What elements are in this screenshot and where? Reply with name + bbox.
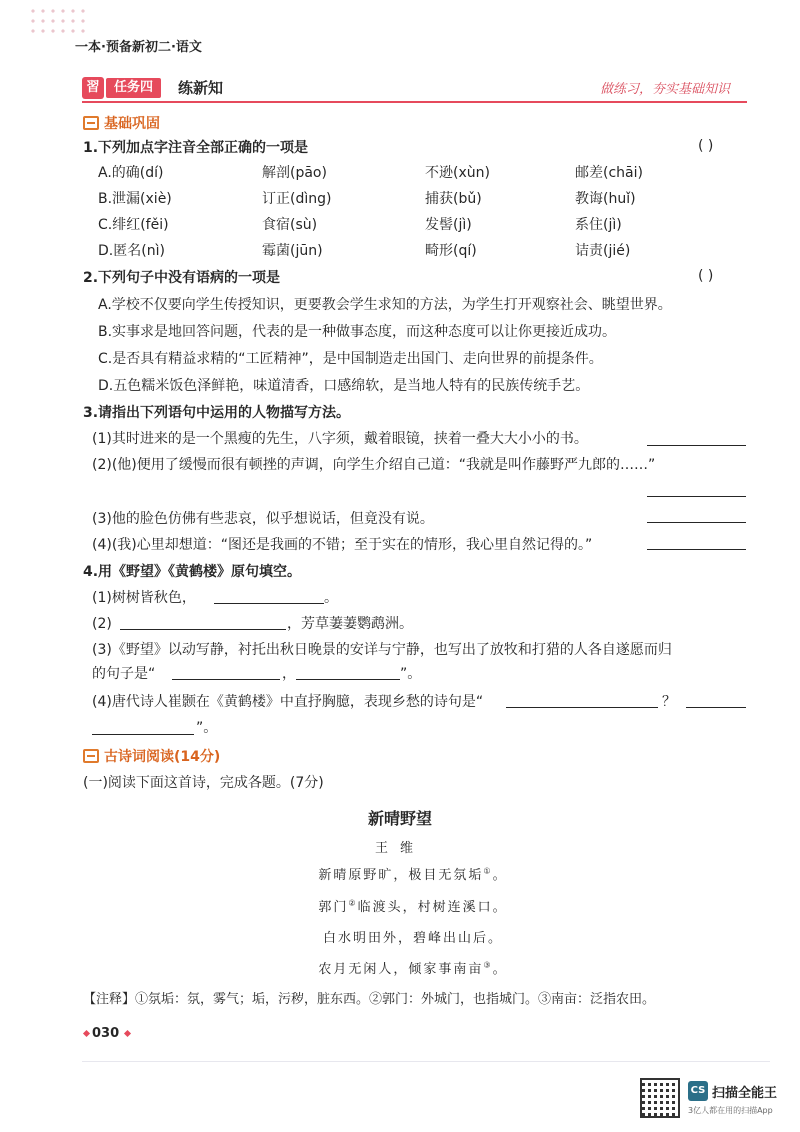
banner-divider	[82, 101, 747, 103]
footnote-marker: ①	[483, 866, 493, 876]
answer-blank-q3-1[interactable]	[647, 445, 746, 446]
answer-blank-q4-3b[interactable]	[296, 679, 400, 680]
section-box-icon	[83, 749, 99, 763]
poem-line-text: 郭门	[318, 900, 349, 915]
answer-blank-q4-4a[interactable]	[506, 707, 658, 708]
answer-paren-q2: ( )	[698, 268, 714, 284]
q4-item-1-end: 。	[324, 590, 338, 606]
q4-item-4-end: ”。	[196, 720, 218, 736]
section-box-icon	[83, 116, 99, 130]
answer-paren-q1: ( )	[698, 138, 714, 154]
answer-blank-q4-2[interactable]	[120, 629, 286, 630]
q4-item-4-question: ？	[662, 694, 676, 710]
corner-dots-decoration	[28, 6, 88, 36]
q4-item-4-text: (4)唐代诗人崔颢在《黄鹤楼》中直抒胸臆，表现乡愁的诗句是“	[92, 694, 484, 710]
page-diamond-right	[124, 1030, 131, 1037]
book-header: 一本·预备新初二·语文	[75, 40, 202, 55]
answer-blank-q4-1[interactable]	[214, 603, 324, 604]
answer-blank-q3-4[interactable]	[647, 549, 746, 550]
question-1-stem: 1.下列加点字注音全部正确的一项是	[83, 140, 309, 156]
poem-author: 王维	[374, 841, 425, 856]
q1-option: D.匿名(nì)	[98, 243, 165, 259]
poem-notes: 【注释】①氛垢：氛，雾气；垢，污秽，脏东西。②郭门：外城门，也指城门。③南亩：泛指农田。	[83, 992, 656, 1007]
poem-line-3	[0, 927, 800, 946]
q1-option: 诘责(jié)	[575, 243, 631, 259]
q1-option: 订正(dìng)	[262, 191, 332, 207]
q1-option: 解剖(pāo)	[262, 165, 327, 181]
poem-line-1	[0, 864, 800, 883]
poem-line-text: 新晴原野旷，极目无氛垢	[318, 868, 484, 883]
poem-line-4	[0, 958, 800, 977]
answer-blank-q4-3a[interactable]	[172, 679, 280, 680]
qr-code-icon[interactable]	[640, 1078, 680, 1118]
q3-item-3: (3)他的脸色仿佛有些悲哀，似乎想说话，但竟没有说。	[92, 511, 434, 527]
footnote-marker: ②	[348, 898, 358, 908]
q1-option: 教诲(huǐ)	[575, 191, 636, 207]
q2-option-d: D.五色糯米饭色泽鲜艳，味道清香，口感绵软，是当地人特有的民族传统手艺。	[98, 378, 590, 394]
q1-option: C.绯红(fěi)	[98, 217, 169, 233]
camscanner-tagline: 3亿人都在用的扫描App	[688, 1106, 773, 1115]
answer-blank-q3-3[interactable]	[647, 522, 746, 523]
q3-item-4: (4)(我)心里却想道：“图还是我画的不错；至于实在的情形，我心里自然记得的。”	[92, 537, 593, 553]
poem-line-text: 农月无闲人，倾家事南亩	[318, 962, 484, 977]
q4-item-3-lead: 的句子是“	[92, 666, 156, 682]
q4-item-3-comma: ，	[282, 666, 296, 682]
footer-divider	[82, 1061, 770, 1062]
q1-option: 不逊(xùn)	[425, 165, 490, 181]
poem-line-2	[0, 896, 800, 915]
camscanner-name: 扫描全能王	[712, 1086, 778, 1101]
q1-option: 系住(jì)	[575, 217, 622, 233]
question-2-stem: 2.下列句子中没有语病的一项是	[83, 270, 281, 286]
q4-item-3-text: (3)《野望》以动写静，衬托出秋日晚景的安详与宁静，也写出了放牧和打猎的人各自遂愿而归	[92, 642, 672, 658]
camscanner-logo: CS	[688, 1081, 708, 1101]
answer-blank-q3-2[interactable]	[647, 496, 746, 497]
q4-item-2-end: ，芳草萋萋鹦鹉洲。	[287, 616, 413, 632]
q1-option: A.的确(dí)	[98, 165, 164, 181]
question-4-stem: 4.用《野望》《黄鹤楼》原句填空。	[83, 564, 302, 580]
task-icon: 習	[82, 77, 104, 99]
q3-item-2: (2)(他)便用了缓慢而很有顿挫的声调，向学生介绍自己道：“我就是叫作藤野严九郎的……”	[92, 457, 656, 473]
q1-option: 发髻(jì)	[425, 217, 472, 233]
page-diamond-left	[83, 1030, 90, 1037]
q1-option: 食宿(sù)	[262, 217, 318, 233]
poem-line-end: 。	[492, 962, 508, 977]
answer-blank-q4-4c[interactable]	[92, 734, 194, 735]
q1-option: B.泄漏(xiè)	[98, 191, 172, 207]
section-title-basics: 基础巩固	[104, 116, 160, 132]
q1-option: 捕获(bǔ)	[425, 191, 482, 207]
q2-option-c: C.是否具有精益求精的“工匠精神”，是中国制造走出国门、走向世界的前提条件。	[98, 351, 603, 367]
task-title: 练新知	[178, 79, 224, 97]
poem-line-end: 。	[492, 868, 508, 883]
slogan: 做练习，夯实基础知识	[600, 82, 731, 97]
q2-option-a: A.学校不仅要向学生传授知识，更要教会学生求知的方法，为学生打开观察社会、眺望世界。	[98, 297, 672, 313]
q1-option: 霉菌(jūn)	[262, 243, 323, 259]
poem-title: 新晴野望	[367, 809, 432, 828]
q1-option: 邮差(chāi)	[575, 165, 643, 181]
q1-option: 畸形(qí)	[425, 243, 477, 259]
q4-item-2-text: (2)	[92, 616, 112, 632]
poem-line-text: 白水明田外，碧峰出山后。	[322, 931, 503, 946]
task-badge: 任务四	[106, 78, 161, 98]
q4-item-1-text: (1)树树皆秋色，	[92, 590, 196, 606]
section-title-poetry: 古诗词阅读(14分)	[104, 749, 221, 765]
q4-item-3-end: ”。	[400, 666, 422, 682]
q2-option-b: B.实事求是地回答问题，代表的是一种做事态度，而这种态度可以让你更接近成功。	[98, 324, 617, 340]
question-3-stem: 3.请指出下列语句中运用的人物描写方法。	[83, 405, 351, 421]
reading-intro: (一)阅读下面这首诗，完成各题。(7分)	[83, 775, 324, 791]
footnote-marker: ③	[483, 960, 493, 970]
q3-item-1: (1)其时进来的是一个黑瘦的先生，八字须，戴着眼镜，挟着一叠大大小小的书。	[92, 431, 588, 447]
poem-line-end: 临渡头，村树连溪口。	[357, 900, 508, 915]
page-number: 030	[92, 1026, 120, 1041]
answer-blank-q4-4b[interactable]	[686, 707, 746, 708]
